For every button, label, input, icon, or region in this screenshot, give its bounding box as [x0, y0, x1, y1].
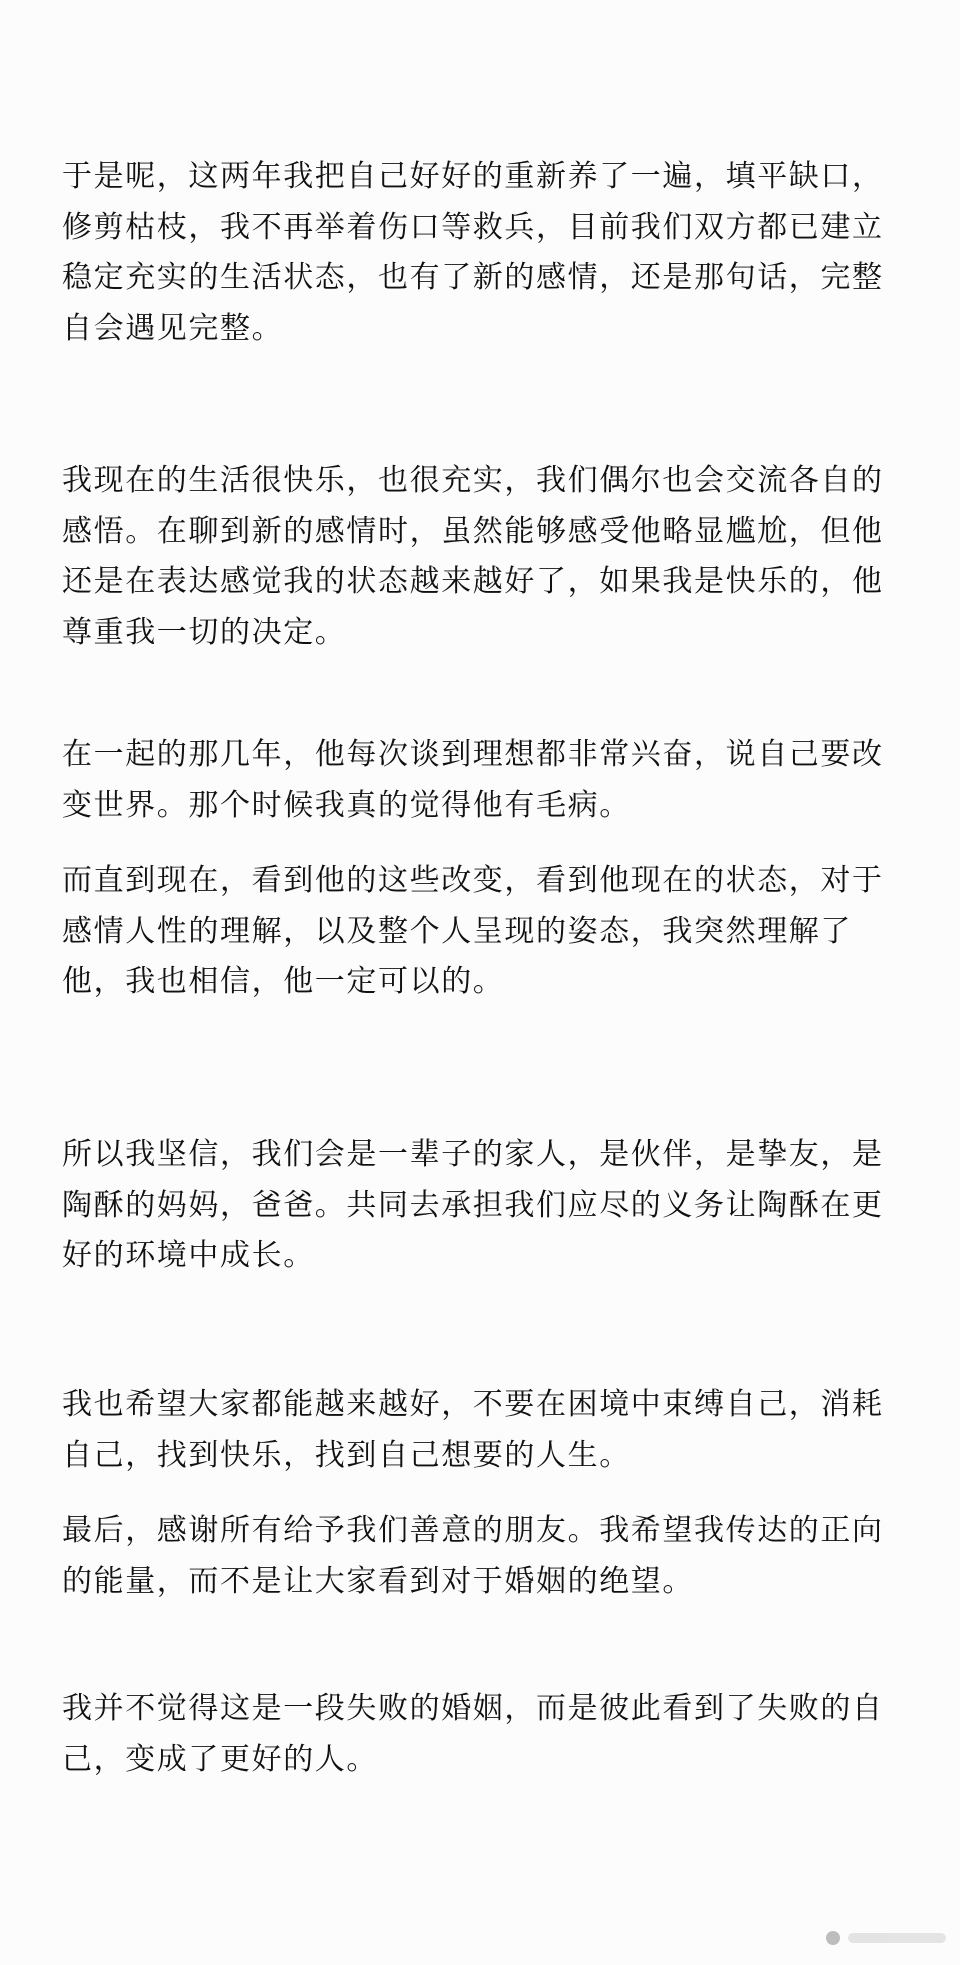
paragraph-3: 在一起的那几年，他每次谈到理想都非常兴奋，说自己要改变世界。那个时候我真的觉得他有毛病。: [62, 737, 884, 823]
paragraph-1: 于是呢，这两年我把自己好好的重新养了一遍，填平缺口，修剪枯枝，我不再举着伤口等救兵，目前我们双方都已建立稳定充实的生活状态，也有了新的感情，还是那句话，完整自会遇见完整。: [62, 159, 884, 346]
paragraph-4: 而直到现在，看到他的这些改变，看到他现在的状态，对于感情人性的理解，以及整个人呈现的姿态，我突然理解了他，我也相信，他一定可以的。: [62, 863, 884, 999]
watermark-mark: [848, 1933, 946, 1943]
paragraph-5: 所以我坚信，我们会是一辈子的家人，是伙伴，是挚友，是陶酥的妈妈，爸爸。共同去承担我们应尽的义务让陶酥在更好的环境中成长。: [62, 1137, 884, 1273]
watermark-icon: [826, 1931, 840, 1945]
paragraph-8: 我并不觉得这是一段失败的婚姻，而是彼此看到了失败的自己，变成了更好的人。: [62, 1691, 884, 1777]
watermark-logo: [826, 1925, 946, 1951]
paragraph-7: 最后，感谢所有给予我们善意的朋友。我希望我传达的正向的能量，而不是让大家看到对于婚姻的绝望。: [62, 1513, 884, 1599]
paragraph-6: 我也希望大家都能越来越好，不要在困境中束缚自己，消耗自己，找到快乐，找到自己想要的人生。: [62, 1387, 884, 1473]
paragraph-2: 我现在的生活很快乐，也很充实，我们偶尔也会交流各自的感悟。在聊到新的感情时，虽然能够感受他略显尴尬，但他还是在表达感觉我的状态越来越好了，如果我是快乐的，他尊重我一切的决定。: [62, 463, 884, 650]
